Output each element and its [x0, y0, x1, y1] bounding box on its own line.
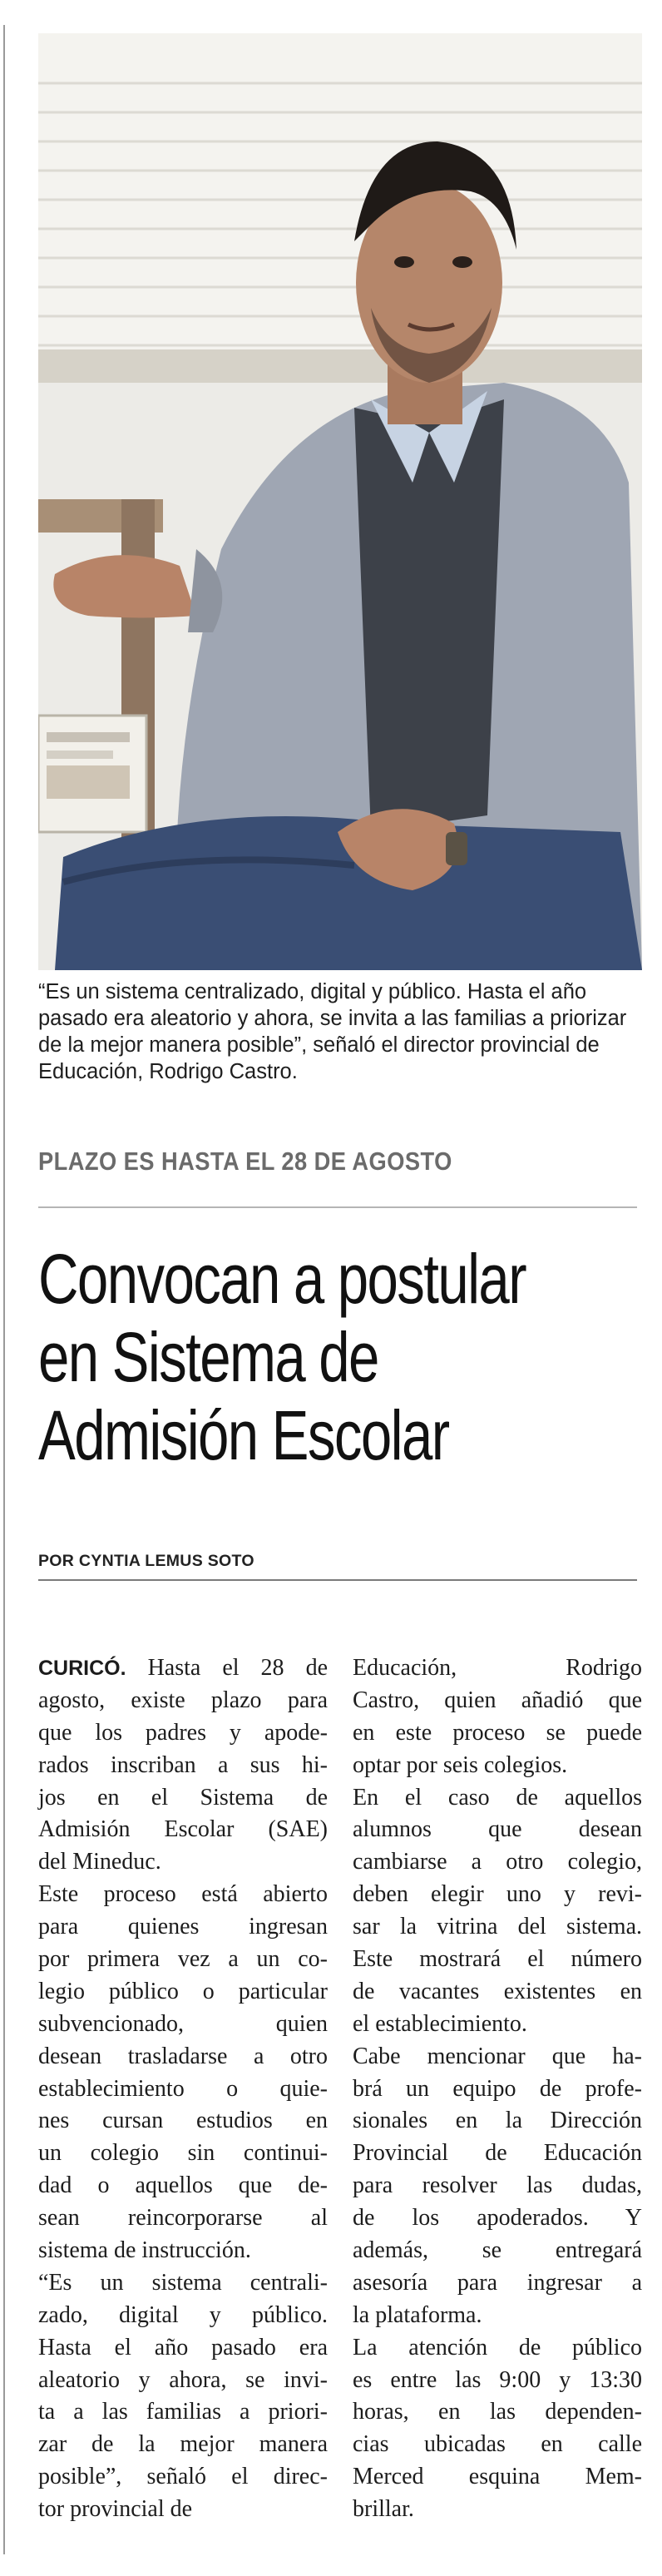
body-text-line: Castro, quien añadió que	[353, 1687, 642, 1713]
body-text-line: además, se entregará	[353, 2237, 642, 2264]
page-left-rule	[3, 25, 5, 2554]
body-text-line: subvencionado, quien	[38, 2010, 328, 2037]
body-text-line: Este mostrará el número	[353, 1946, 642, 1973]
body-text-line: Educación, Rodrigo	[353, 1655, 642, 1681]
body-text-line: dad o aquellos que de-	[38, 2172, 328, 2199]
body-text-line: un colegio sin continui-	[38, 2140, 328, 2167]
body-text-line	[38, 1652, 328, 1685]
headline-line: en Sistema de	[38, 1318, 378, 1396]
kicker-divider	[38, 1206, 637, 1208]
body-text-line: de vacantes existentes en	[353, 1978, 642, 2004]
body-text-line: asesoría para ingresar a	[353, 2269, 642, 2296]
body-text-line: cias ubicadas en calle	[353, 2431, 642, 2458]
body-text-line: ta a las familias a priori-	[38, 2399, 328, 2425]
body-text-line: cambiarse a otro colegio,	[353, 1849, 642, 1875]
body-text-line: optar por seis colegios.	[353, 1751, 568, 1778]
body-text-line: es entre las 9:00 y 13:30	[353, 2366, 642, 2393]
body-text-line: el establecimiento.	[353, 2010, 527, 2037]
body-text-line: en este proceso se puede	[353, 1719, 642, 1746]
body-text-line: “Es un sistema centrali-	[38, 2269, 328, 2296]
headline-line: Admisión Escolar	[38, 1396, 449, 1474]
article-kicker: PLAZO ES HASTA EL 28 DE AGOSTO	[38, 1147, 452, 1176]
body-text-line: sistema de instrucción.	[38, 2237, 251, 2264]
body-text-line: zar de la mejor manera	[38, 2431, 328, 2458]
body-text-line: que los padres y apode-	[38, 1719, 328, 1746]
body-text-line: deben elegir uno y revi-	[353, 1881, 642, 1908]
body-text-line: posible”, señaló el direc-	[38, 2464, 328, 2490]
body-text-line: Este proceso está abierto	[38, 1881, 328, 1908]
body-text-line: del Mineduc.	[38, 1849, 161, 1875]
body-text-line: jos en el Sistema de	[38, 1784, 328, 1811]
body-text-line: Hasta el año pasado era	[38, 2334, 328, 2361]
body-text-line: aleatorio y ahora, se invi-	[38, 2366, 328, 2393]
body-text-line: sionales en la Dirección	[353, 2108, 642, 2134]
body-text-line: tor provincial de	[38, 2496, 193, 2523]
body-text-line: legio público o particular	[38, 1978, 328, 2004]
article-byline: POR CYNTIA LEMUS SOTO	[38, 1552, 254, 1570]
body-text-line: sar la vitrina del sistema.	[353, 1914, 642, 1940]
body-text-line: Provincial de Educación	[353, 2140, 642, 2167]
byline-divider	[38, 1579, 637, 1581]
body-column-left	[38, 1652, 328, 2526]
body-text-line: Admisión Escolar (SAE)	[38, 1816, 328, 1843]
body-text-line: para resolver las dudas,	[353, 2172, 642, 2199]
body-text-line: agosto, existe plazo para	[38, 1687, 328, 1713]
body-text-line: brá un equipo de profe-	[353, 2075, 642, 2102]
body-text: Hasta el 28 de	[126, 1655, 328, 1681]
body-text-line: para quienes ingresan	[38, 1914, 328, 1940]
body-text-line: alumnos que desean	[353, 1816, 642, 1843]
headline-line: Convocan a postular	[38, 1240, 526, 1318]
body-text-line: horas, en las dependen-	[353, 2399, 642, 2425]
dateline: CURICÓ.	[38, 1657, 126, 1680]
body-column-right	[353, 1652, 642, 2526]
body-text-line: nes cursan estudios en	[38, 2108, 328, 2134]
photo-caption: “Es un sistema centralizado, digital y público. Hasta el año pasado era aleatorio y ahora, se invita a las familias a priorizar de la mejor manera posible”, señaló el director provincial de Educación, Rodrigo Castro.	[38, 980, 627, 1083]
body-text-line: establecimiento o quie-	[38, 2075, 328, 2102]
body-text-line: Cabe mencionar que ha-	[353, 2043, 642, 2069]
body-text-line: por primera vez a un co-	[38, 1946, 328, 1973]
body-text-line: En el caso de aquellos	[353, 1784, 642, 1811]
body-text-line: zado, digital y público.	[38, 2301, 328, 2328]
body-text-line: la plataforma.	[353, 2301, 482, 2328]
body-text-line: brillar.	[353, 2496, 414, 2523]
article-photo	[38, 33, 642, 970]
body-text-line: sean reincorporarse al	[38, 2205, 328, 2232]
body-text-line: rados inscriban a sus hi-	[38, 1751, 328, 1778]
body-text-line: de los apoderados. Y	[353, 2205, 642, 2232]
body-text-line: La atención de público	[353, 2334, 642, 2361]
body-text-line: Merced esquina Mem-	[353, 2464, 642, 2490]
body-text-line: desean trasladarse a otro	[38, 2043, 328, 2069]
article-headline	[38, 1240, 637, 1474]
